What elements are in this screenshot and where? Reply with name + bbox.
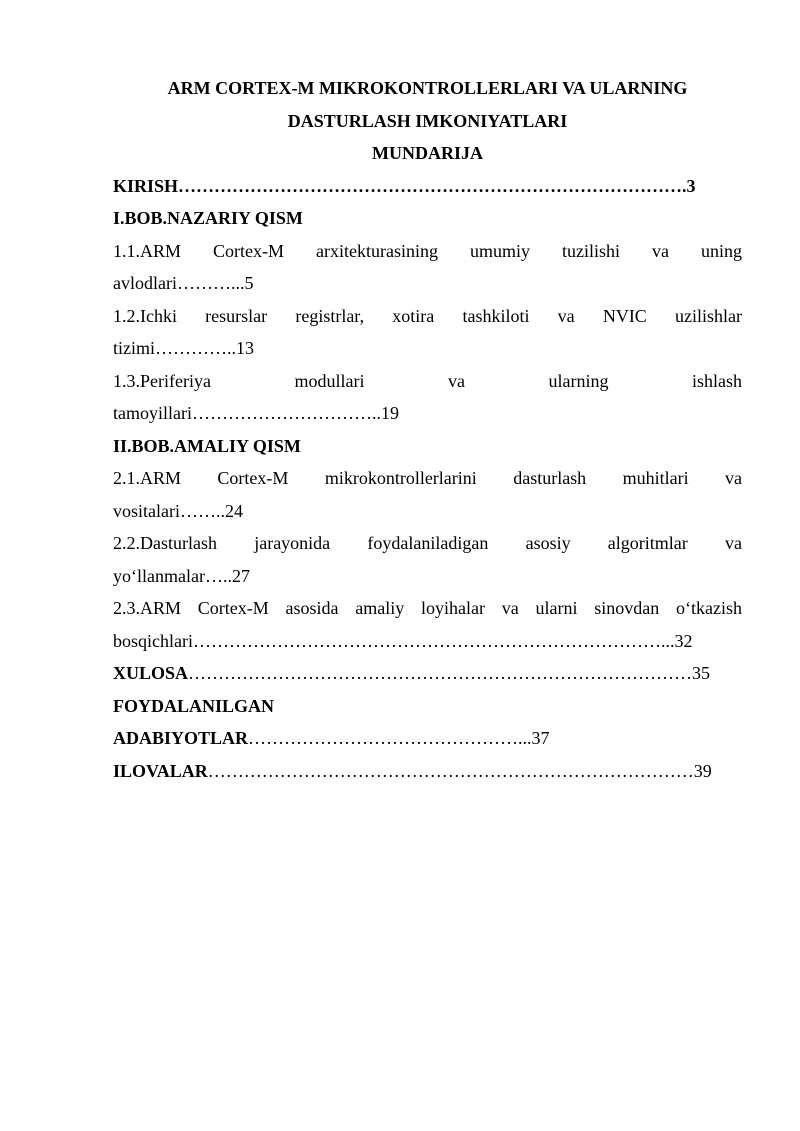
toc-entry-1-2-cont: tizimi…………..13 bbox=[113, 338, 254, 358]
toc-leader-ilovalar: ………………………………………………………………………39 bbox=[207, 761, 712, 781]
toc-heading: MUNDARIJA bbox=[372, 143, 483, 163]
toc-leader-adabiyotlar: ………………………………………...37 bbox=[248, 728, 550, 748]
toc-entry-2-2: 2.2.Dasturlash jarayonida foydalaniladigan asosiy algoritmlar va bbox=[113, 533, 742, 553]
toc-entry-ilovalar bbox=[113, 760, 742, 782]
title-line-1: ARM CORTEX-M MIKROKONTROLLERLARI VA ULARNING bbox=[167, 78, 688, 98]
toc-entry-adabiyotlar bbox=[113, 727, 742, 749]
toc-entry-2-1: 2.1.ARM Cortex-M mikrokontrollerlarini dasturlash muhitlari va bbox=[113, 468, 742, 488]
toc-entry-kirish: KIRISH………………………………………………………………………….3 bbox=[113, 176, 696, 196]
toc-entry-1-1: 1.1.ARM Cortex-M arxitekturasining umumiy tuzilishi va uning bbox=[113, 241, 742, 261]
toc-entry-2-1-cont: vositalari……..24 bbox=[113, 501, 243, 521]
toc-entry-1-1-cont: avlodlari………...5 bbox=[113, 273, 254, 293]
toc-entry-xulosa bbox=[113, 662, 742, 684]
toc-chapter-2: II.BOB.AMALIY QISM bbox=[113, 436, 301, 456]
toc-entry-2-3: 2.3.ARM Cortex-M asosida amaliy loyihalar va ularni sinovdan o‘tkazish bbox=[113, 598, 742, 618]
toc-entry-1-2: 1.2.Ichki resurslar registrlar, xotira tashkiloti va NVIC uzilishlar bbox=[113, 306, 742, 326]
toc-entry-foydalanilgan: FOYDALANILGAN bbox=[113, 696, 275, 716]
toc-label-xulosa: XULOSA bbox=[113, 663, 189, 683]
toc-chapter-1: I.BOB.NAZARIY QISM bbox=[113, 208, 303, 228]
title-line-2: DASTURLASH IMKONIYATLARI bbox=[287, 111, 568, 131]
toc-entry-2-3-cont: bosqichlari……………………………………………………………………...32 bbox=[113, 631, 693, 651]
toc-label-ilovalar: ILOVALAR bbox=[113, 761, 208, 781]
toc-entry-2-2-cont: yo‘llanmalar…..27 bbox=[113, 566, 250, 586]
toc-entry-1-3: 1.3.Periferiya modullari va ularning ishlash bbox=[113, 371, 742, 391]
toc-leader-xulosa: …………………………………………………………………………35 bbox=[188, 663, 711, 683]
toc-label-adabiyotlar: ADABIYOTLAR bbox=[113, 728, 249, 748]
toc-entry-1-3-cont: tamoyillari…………………………..19 bbox=[113, 403, 399, 423]
